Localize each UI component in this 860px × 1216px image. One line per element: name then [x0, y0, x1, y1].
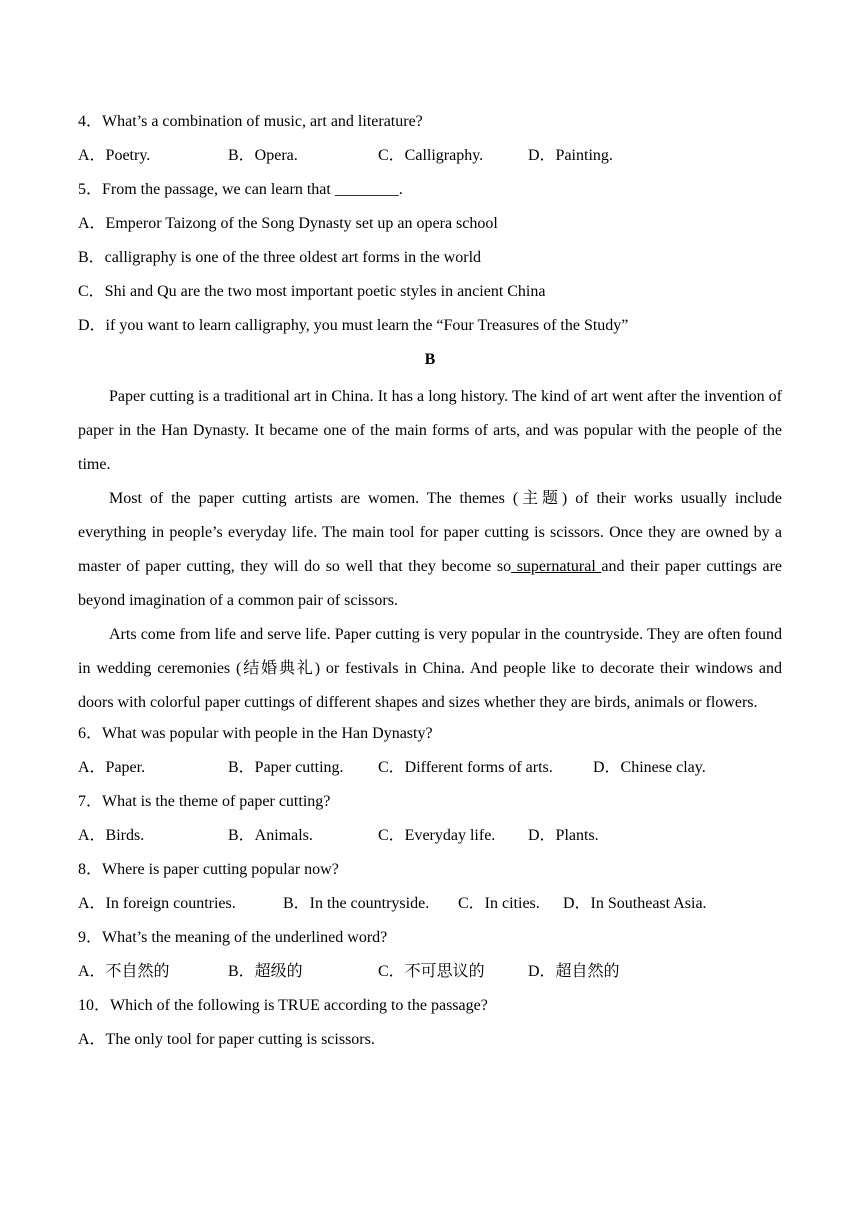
- q4-option-c: C．Calligraphy.: [378, 147, 484, 164]
- passage-paragraph-2: [78, 482, 782, 618]
- q5-option-b: B．calligraphy is one of the three oldest art forms in the world: [78, 249, 482, 266]
- q10-option-a: A．The only tool for paper cutting is scissors.: [78, 1031, 375, 1048]
- q7-option-c: C．Everyday life.: [378, 827, 496, 844]
- q7-option-a: A．Birds.: [78, 827, 145, 844]
- q6-option-b: B．Paper cutting.: [228, 759, 344, 776]
- question-6-options: [78, 754, 782, 788]
- q6-option-c: C．Different forms of arts.: [378, 759, 553, 776]
- q5-option-c: C．Shi and Qu are the two most important poetic styles in ancient China: [78, 283, 546, 300]
- question-9: 9．What’s the meaning of the underlined word?: [78, 929, 388, 946]
- question-9-options: [78, 958, 782, 992]
- q8-option-c: C．In cities.: [458, 895, 540, 912]
- q7-option-d: D．Plants.: [528, 827, 599, 844]
- q5-option-d: D．if you want to learn calligraphy, you must learn the “Four Treasures of the Study”: [78, 317, 629, 334]
- paragraph-2-text-before: Most of the paper cutting artists are women. The themes (主题) of their works usually include everything in people’s everyday life. The main tool for paper cutting is scissors. Once they are owned by a master of paper cutting, they will do so well that they become so: [78, 490, 782, 575]
- q4-option-b: B．Opera.: [228, 147, 298, 164]
- section-heading: B: [424, 351, 436, 368]
- underlined-word: supernatural: [511, 558, 602, 575]
- q9-option-b: B．超级的: [228, 963, 303, 980]
- question-4-options: [78, 142, 782, 176]
- q8-option-b: B．In the countryside.: [283, 895, 430, 912]
- q8-option-d: D．In Southeast Asia.: [563, 895, 707, 912]
- q6-option-d: D．Chinese clay.: [593, 759, 706, 776]
- passage-paragraph-3: Arts come from life and serve life. Paper cutting is very popular in the countryside. They are often found in wedding ceremonies (结婚典礼) or festivals in China. And people like to decorate their windows and doors with colorful paper cuttings of different shapes and sizes whether they are birds, animals or flowers.: [78, 626, 782, 711]
- question-10: 10．Which of the following is TRUE according to the passage?: [78, 997, 488, 1014]
- question-7-options: [78, 822, 782, 856]
- q7-option-b: B．Animals.: [228, 827, 313, 844]
- q4-option-d: D．Painting.: [528, 147, 613, 164]
- question-8-options: [78, 890, 782, 924]
- document-content: [78, 108, 782, 1060]
- question-5: 5．From the passage, we can learn that ________.: [78, 181, 403, 198]
- paragraph-2-text-after: and their paper cuttings are beyond imagination of a common pair of scissors.: [78, 558, 783, 609]
- question-8: 8．Where is paper cutting popular now?: [78, 861, 339, 878]
- q4-option-a: A．Poetry.: [78, 147, 151, 164]
- q9-option-d: D．超自然的: [528, 963, 620, 980]
- question-6: 6．What was popular with people in the Han Dynasty?: [78, 725, 433, 742]
- passage-paragraph-1: Paper cutting is a traditional art in China. It has a long history. The kind of art went after the invention of paper in the Han Dynasty. It became one of the main forms of arts, and was popular with the people of the time.: [78, 388, 782, 473]
- question-4: 4．What’s a combination of music, art and literature?: [78, 113, 423, 130]
- question-7: 7．What is the theme of paper cutting?: [78, 793, 331, 810]
- q9-option-c: C．不可思议的: [378, 963, 485, 980]
- q9-option-a: A．不自然的: [78, 963, 170, 980]
- q8-option-a: A．In foreign countries.: [78, 895, 236, 912]
- q5-option-a: A．Emperor Taizong of the Song Dynasty set up an opera school: [78, 215, 498, 232]
- q6-option-a: A．Paper.: [78, 759, 146, 776]
